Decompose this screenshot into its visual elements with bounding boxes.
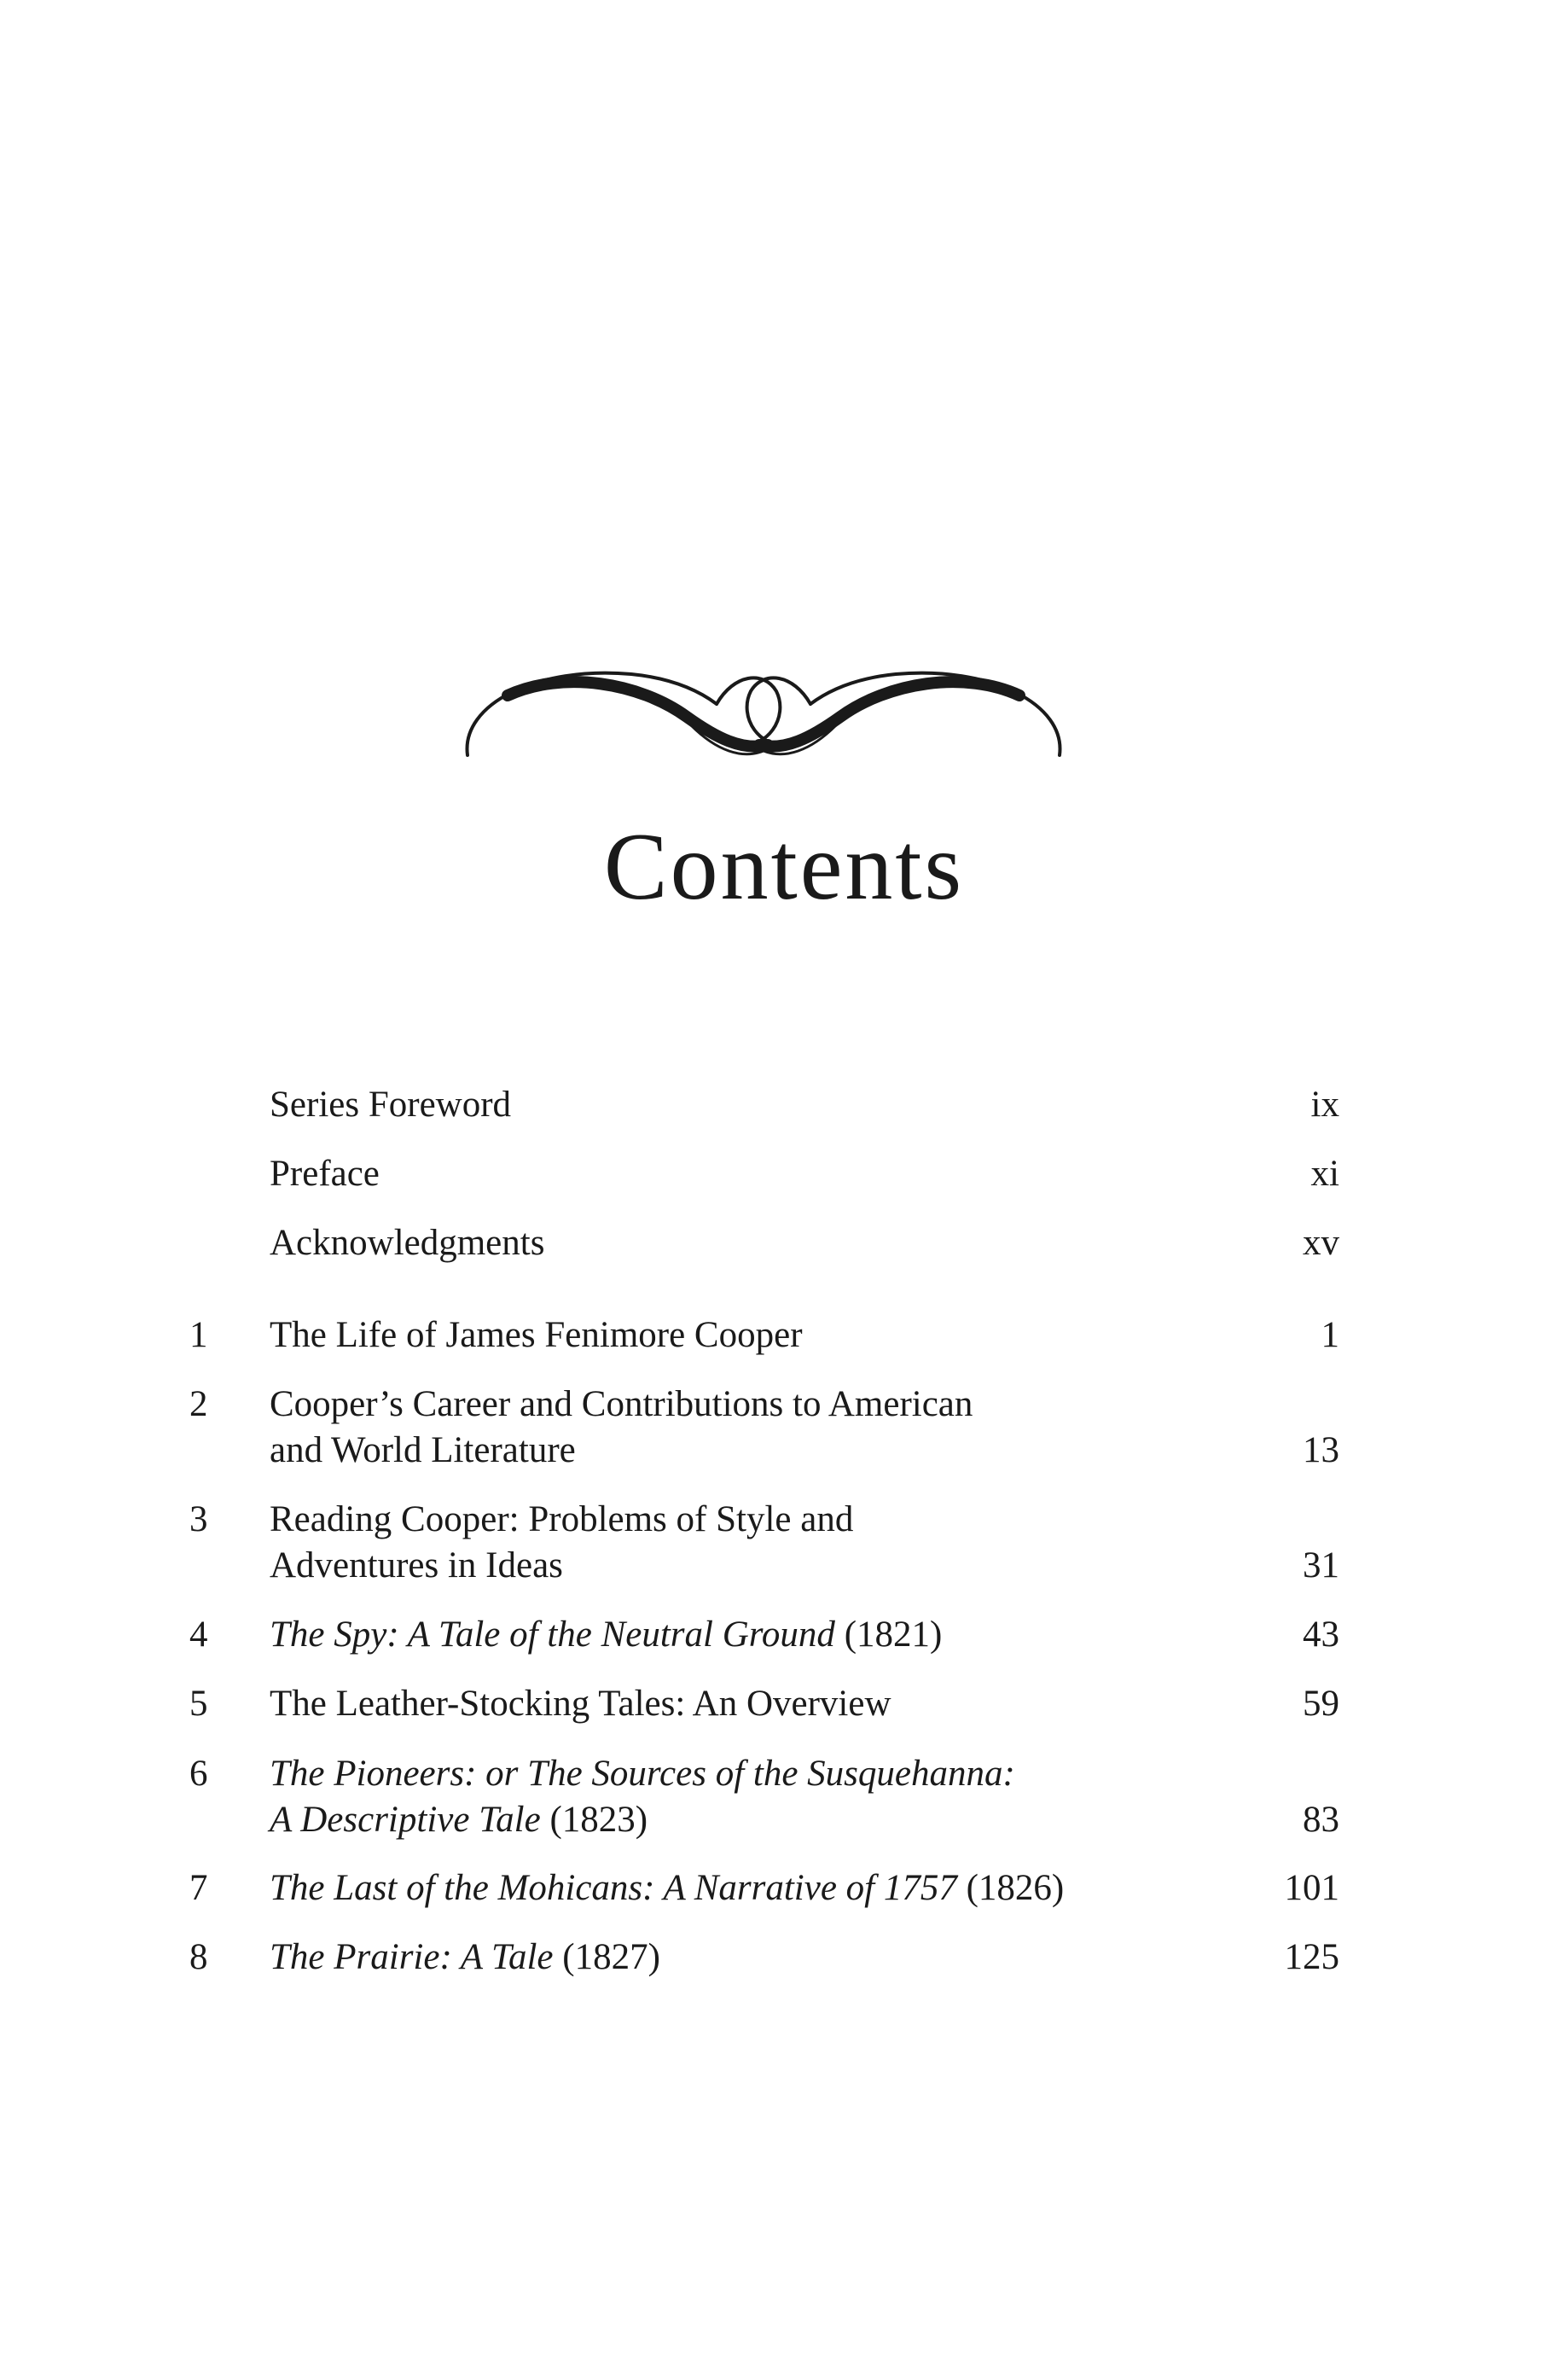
toc-entry-title: Reading Cooper: Problems of Style and Adventures in Ideas <box>270 1499 854 1585</box>
toc-entry-number: 4 <box>189 1615 208 1655</box>
toc-entry-title: Series Foreword <box>270 1085 512 1125</box>
toc-entry-page: xi <box>1310 1154 1339 1194</box>
toc-entry-number: 8 <box>189 1937 208 1977</box>
page-title: Contents <box>603 814 965 920</box>
toc-entry-page: xv <box>1303 1223 1339 1263</box>
toc-entry-page: ix <box>1310 1085 1339 1125</box>
toc-entry-title: The Spy: A Tale of the Neutral Ground (1821) <box>270 1615 943 1655</box>
toc-entry-page: 59 <box>1303 1684 1339 1724</box>
toc-entry-title: The Pioneers: or The Sources of the Susquehanna: A Descriptive Tale (1823) <box>270 1754 1015 1840</box>
toc-entry-page: 83 <box>1303 1800 1339 1840</box>
toc-entry-number: 2 <box>189 1384 208 1424</box>
toc-entry-number: 7 <box>189 1868 208 1908</box>
toc-entry-page: 43 <box>1303 1615 1339 1655</box>
toc-entry-number: 3 <box>189 1499 208 1539</box>
toc-entry-number: 6 <box>189 1754 208 1794</box>
toc-entry-page: 125 <box>1284 1937 1339 1977</box>
toc-entry-title: The Life of James Fenimore Cooper <box>270 1315 803 1355</box>
toc-entry-page: 13 <box>1303 1430 1339 1470</box>
toc-entry-title: The Leather-Stocking Tales: An Overview <box>270 1684 891 1724</box>
toc-entry-number: 1 <box>189 1315 208 1355</box>
toc-entry-page: 101 <box>1284 1868 1339 1908</box>
toc-entry-title: The Prairie: A Tale (1827) <box>270 1937 660 1977</box>
toc-entry-title: Preface <box>270 1154 380 1194</box>
toc-entry-page: 1 <box>1321 1315 1339 1355</box>
toc-entry-title: Cooper’s Career and Contributions to American and World Literature <box>270 1384 973 1470</box>
toc-entry-number: 5 <box>189 1684 208 1724</box>
toc-entry-title: The Last of the Mohicans: A Narrative of 1757 (1826) <box>270 1868 1065 1908</box>
toc-entry-title: Acknowledgments <box>270 1223 545 1263</box>
toc-entry-page: 31 <box>1303 1545 1339 1585</box>
